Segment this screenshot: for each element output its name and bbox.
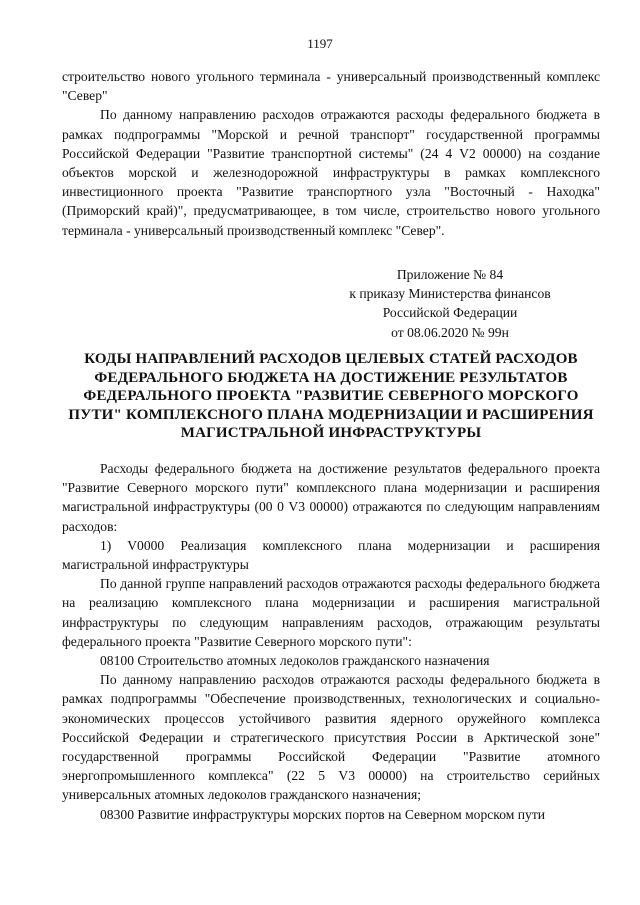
paragraph-group-v0000: 1) V0000 Реализация комплексного плана модернизации и расширения магистральной инфраструктуры <box>62 537 600 573</box>
paragraph-code-08300: 08300 Развитие инфраструктуры морских портов на Северном морском пути <box>100 806 546 822</box>
appendix-country: Российской Федерации <box>382 305 518 321</box>
appendix-number: Приложение № 84 <box>396 267 504 282</box>
paragraph-group-description: По данной группе направлений расходов отражаются расходы федерального бюджета на реализацию комплексного плана модернизации и расширения магистральной инфраструктуры по следующим направлениям расходов, отражающим результаты федерального проекта "Развитие Северного морского пути": <box>62 576 600 649</box>
paragraph-continuation: строительство нового угольного терминала - универсальный производственный комплекс "Север" <box>62 69 600 104</box>
appendix-order: к приказу Министерства финансов <box>349 286 551 302</box>
paragraph-intro: Расходы федерального бюджета на достижение результатов федерального проекта "Развитие Северного морского пути" комплексного плана модернизации и расширения магистральной инфраструктуры (00 0 V3 00000) отражаются по следующим направлениям расходов: <box>62 461 600 534</box>
paragraph-08100-description: По данному направлению расходов отражаются расходы федерального бюджета в рамках подпрограммы "Обеспечение производственных, технологических и социально-экономических процессов устойчивого развития ядерного оружейного комплекса Российской Федерации и стратегического присутствия России в Арктической зоне" государственной программы Российской Федерации "Развитие атомного энергопромышленного комплекса" (22 5 V3 00000) на строительство серийных универсальных атомных ледоколов гражданского назначения; <box>62 672 600 803</box>
paragraph-code-08100: 08100 Строительство атомных ледоколов гражданского назначения <box>100 653 490 669</box>
main-text-block <box>62 459 600 824</box>
appendix-header <box>300 265 600 342</box>
page-number: 1197 <box>307 36 333 51</box>
appendix-date: от 08.06.2020 № 99н <box>391 324 509 340</box>
paragraph-expense-direction: По данному направлению расходов отражаются расходы федерального бюджета в рамках подпрограммы "Морской и речной транспорт" государственной программы Российской Федерации "Развитие транспортной системы" (24 4 V2 00000) на создание объектов морской и железнодорожной инфраструктуры в рамках комплексного инвестиционного проекта "Развитие транспортного узла "Восточный - Находка" (Приморский край)", предусматривающее, в том числе, строительство нового угольного терминала - универсальный производственный комплекс "Север". <box>62 107 600 238</box>
top-text-block <box>62 67 600 240</box>
document-title: КОДЫ НАПРАВЛЕНИЙ РАСХОДОВ ЦЕЛЕВЫХ СТАТЕЙ РАСХОДОВ ФЕДЕРАЛЬНОГО БЮДЖЕТА НА ДОСТИЖЕНИЕ РЕЗУЛЬТАТОВ ФЕДЕРАЛЬНОГО ПРОЕКТА "РАЗВИТИЕ СЕВЕРНОГО МОРСКОГО ПУТИ" КОМПЛЕКСНОГО ПЛАНА МОДЕРНИЗАЦИИ И РАСШИРЕНИЯ МАГИСТРАЛЬНОЙ ИНФРАСТРУКТУРЫ <box>68 351 594 442</box>
